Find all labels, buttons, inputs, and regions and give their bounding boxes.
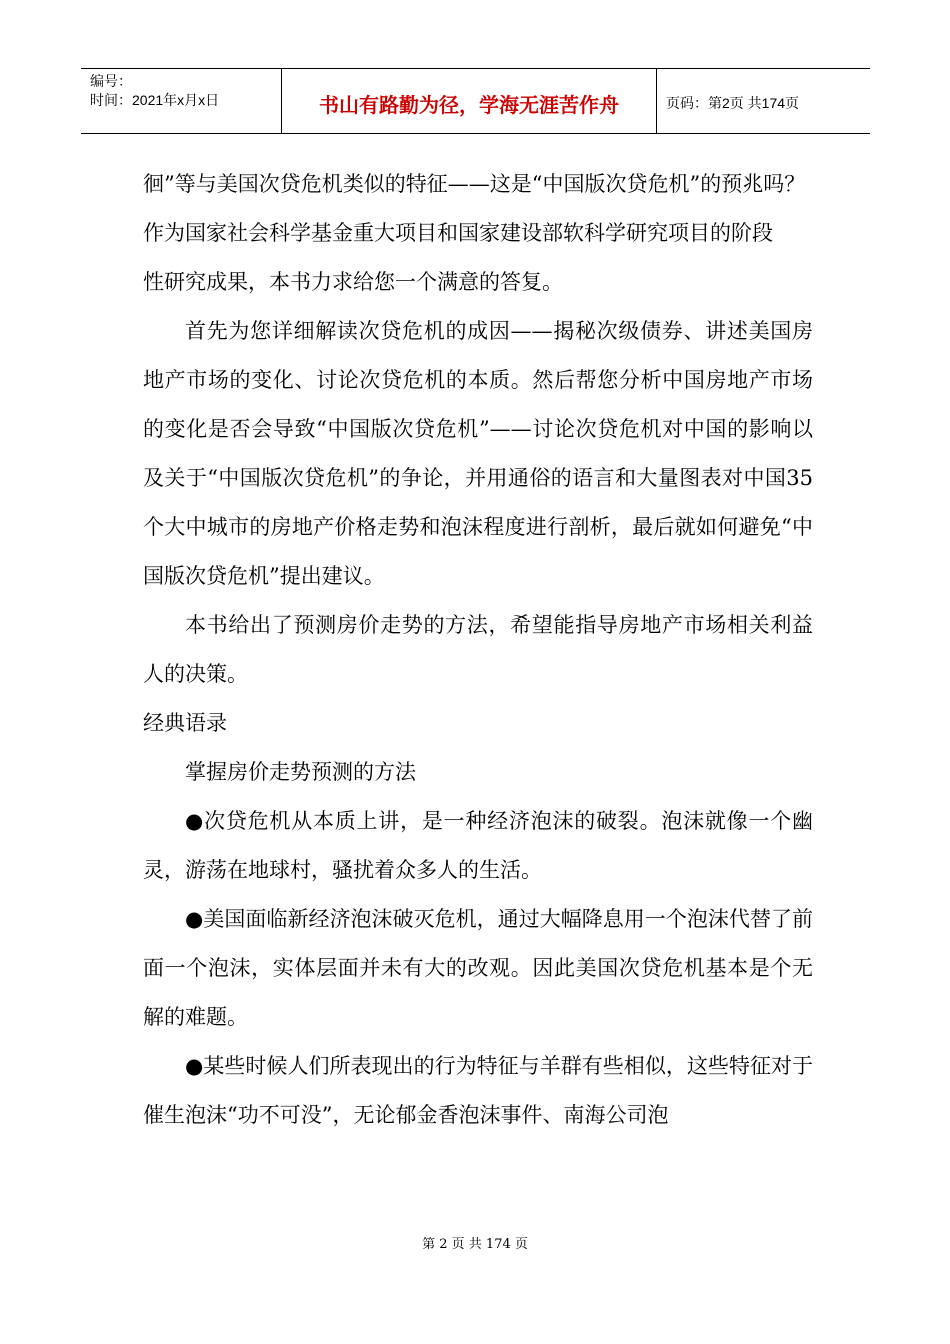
paragraph: 徊”等与美国次贷危机类似的特征——这是“中国版次贷危机”的预兆吗？作为国家社会科学基金重大项目和国家建设部软科学研究项目的阶段 [143,172,806,245]
quote-item: ●某些时候人们所表现出的行为特征与羊群有些相似，这些特征对于催生泡沫“功不可没”，无论郁金香泡沫事件、南海公司泡 [143,1054,813,1127]
quote-item: ●美国面临新经济泡沫破灭危机，通过大幅降息用一个泡沫代替了前面一个泡沫，实体层面并未有大的改观。因此美国次贷危机基本是个无解的难题。 [143,907,813,1029]
page-footer: 第 2 页 共 174 页 [422,1237,528,1252]
header-page-info: 页码：第2页 共174页 [666,95,800,111]
page-header [81,68,870,134]
section-heading: 经典语录 [143,711,227,735]
header-motto: 书山有路勤为径，学海无涯苦作舟 [282,69,657,133]
document-date: 时间：2021年x月x日 [90,92,220,108]
paragraph: 本书给出了预测房价走势的方法，希望能指导房地产市场相关利益人的决策。 [143,613,813,686]
paragraph: 性研究成果，本书力求给您一个满意的答复。 [143,270,563,294]
quote-item: ●次贷危机从本质上讲，是一种经济泡沫的破裂。泡沫就像一个幽灵，游荡在地球村，骚扰着众多人的生活。 [143,809,813,882]
document-number-label: 编号： [90,73,132,89]
paragraph: 首先为您详细解读次贷危机的成因——揭秘次级债券、讲述美国房地产市场的变化、讨论次贷危机的本质。然后帮您分析中国房地产市场的变化是否会导致“中国版次贷危机”——讨论次贷危机对中国的影响以及关于“中国版次贷危机”的争论，并用通俗的语言和大量图表对中国35个大中城市的房地产价格走势和泡沫程度进行剖析，最后就如何避免“中国版次贷危机”提出建议。 [143,319,813,588]
subheading: 掌握房价走势预测的方法 [185,760,416,784]
document-body [143,160,813,1140]
header-meta [81,69,282,133]
